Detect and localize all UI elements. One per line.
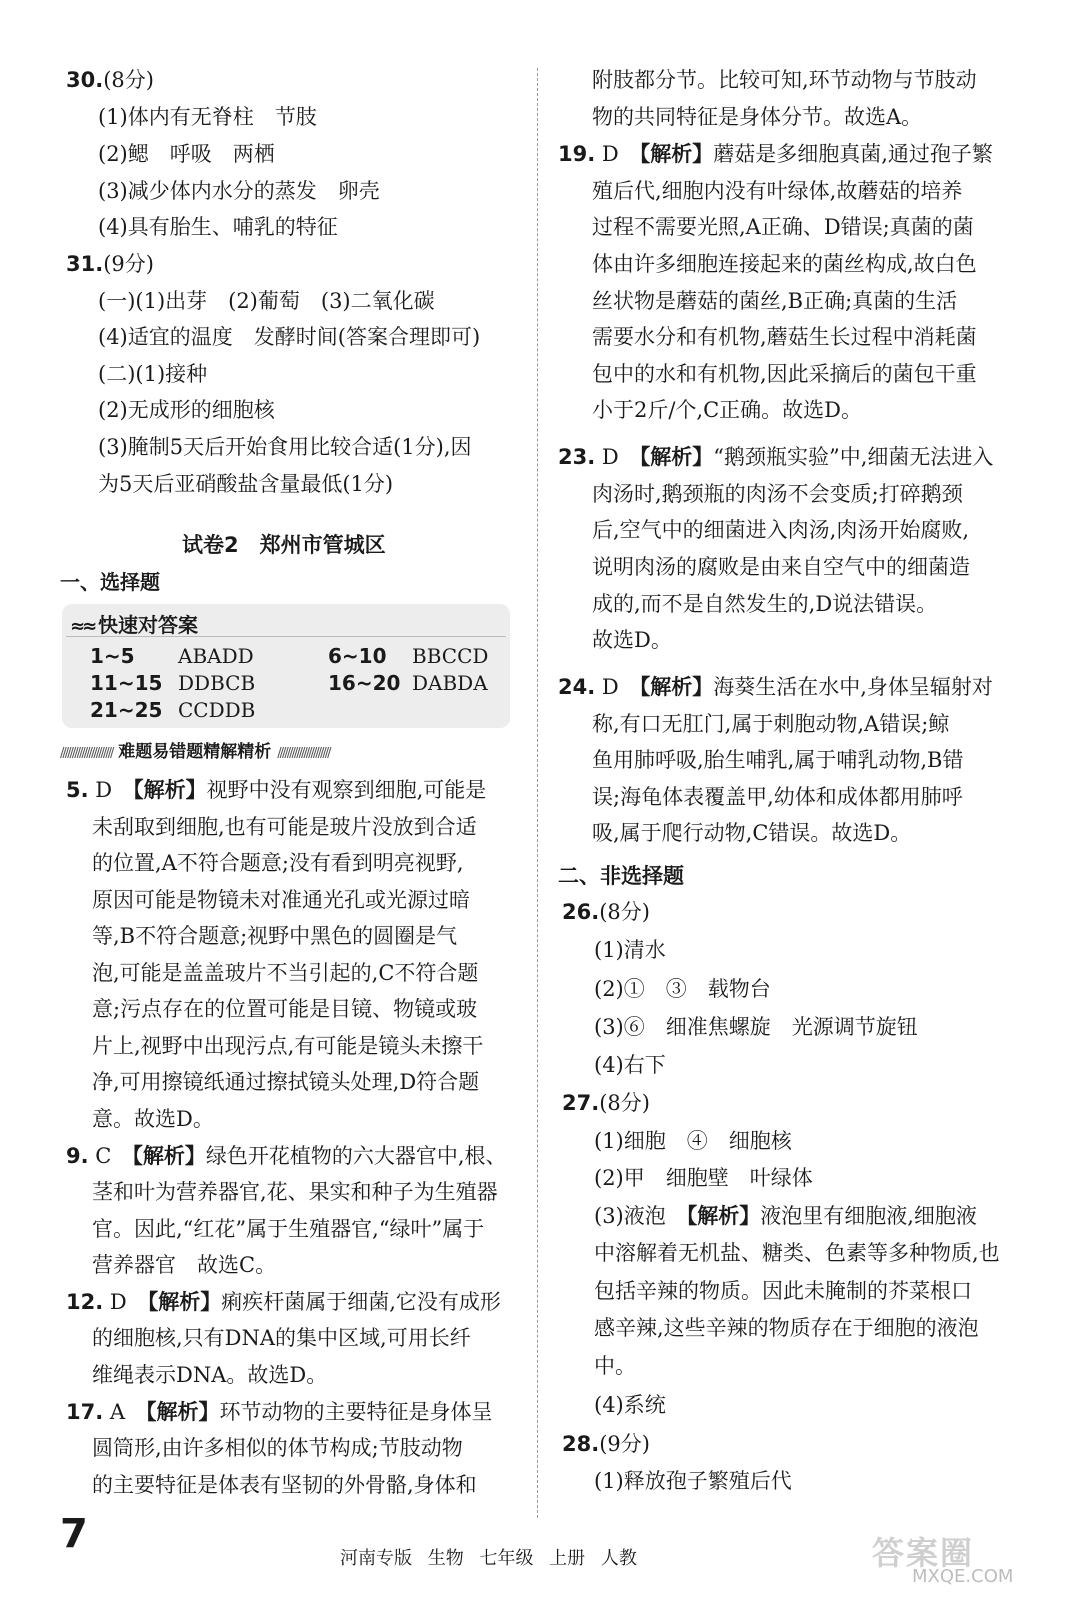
line-text: (2)鳃 呼吸 两栖	[98, 142, 275, 166]
question-number: 27.	[562, 1091, 600, 1115]
analysis-tag: 【解析】	[132, 1144, 206, 1168]
question-number: 9.	[66, 1144, 89, 1168]
line-text: 吸,属于爬行动物,C错误。故选D。	[592, 821, 912, 845]
line-text: 误;海龟体表覆盖甲,幼体和成体都用肺呼	[592, 785, 963, 809]
text-line	[98, 107, 317, 128]
section-heading: 二、非选择题	[558, 864, 684, 888]
watermark-logo	[872, 1528, 1040, 1586]
analysis-tag: 【解析】	[146, 1400, 220, 1424]
line-text: A	[103, 1400, 147, 1424]
line-text: (1)细胞 ④ 细胞核	[594, 1129, 792, 1153]
line-text: (1)体内有无脊柱 节肢	[98, 105, 317, 129]
line-text: 为5天后亚硝酸盐含量最低(1分)	[98, 472, 394, 496]
line-text: 故选D。	[592, 628, 672, 652]
line-text: 营养器官 故选C。	[92, 1253, 277, 1277]
part1-heading: 一、选择题	[60, 570, 160, 594]
question-number: 5.	[66, 778, 89, 802]
text-line	[92, 1036, 483, 1057]
line-text: (4)右下	[594, 1053, 666, 1077]
banner-ornament-left: //////////////////////	[60, 746, 113, 761]
line-text: (2)无成形的细胞核	[98, 398, 275, 422]
line-text: (二)(1)接种	[98, 362, 208, 386]
text-line	[594, 979, 771, 1000]
line-text: 感辛辣,这些辛辣的物质存在于细胞的液泡	[594, 1316, 979, 1340]
text-line	[98, 217, 338, 238]
text-line	[558, 144, 993, 165]
line-text: 丝状物是蘑菇的菌丝,B正确;真菌的生活	[592, 289, 958, 313]
banner-text: 难题易错题精解精析	[118, 742, 272, 762]
text-line	[592, 364, 977, 385]
text-line	[592, 630, 672, 651]
text-line	[92, 999, 477, 1020]
text-line	[592, 823, 911, 844]
text-line	[92, 1072, 479, 1093]
banner-ornament-right: //////////////////////	[277, 746, 330, 761]
watermark-url: MXQE.COM	[912, 1566, 1014, 1587]
text-line	[592, 787, 963, 808]
question-number: 31.	[66, 252, 104, 276]
answer-range: 16~20	[328, 671, 401, 695]
question-number: 23.	[558, 445, 596, 469]
text-line	[92, 1475, 477, 1496]
line-text: 中。	[594, 1354, 636, 1378]
line-text: 包中的水和有机物,因此采摘后的菌包干重	[592, 362, 977, 386]
line-text: (4)具有胎生、哺乳的特征	[98, 215, 338, 239]
text-line	[92, 963, 478, 984]
line-text: 茎和叶为营养器官,花、果实和种子为生殖器	[92, 1180, 498, 1204]
line-text: 体由许多细胞连接起来的菌丝构成,故白色	[592, 252, 977, 276]
line-text: (9分)	[599, 1432, 650, 1456]
text-line	[92, 1182, 498, 1203]
text-line	[592, 217, 974, 238]
text-line	[66, 1146, 507, 1167]
text-line	[592, 484, 963, 505]
text-line	[98, 400, 275, 421]
line-text: (一)(1)出芽 (2)葡萄 (3)二氧化碳	[98, 289, 435, 313]
question-number: 30.	[66, 68, 104, 92]
question-number: 28.	[562, 1432, 600, 1456]
line-text: 物的共同特征是身体分节。故选A。	[592, 105, 923, 129]
line-text: D	[595, 675, 640, 699]
line-text: 未刮取到细胞,也有可能是玻片没放到合适	[92, 815, 477, 839]
text-line	[66, 1292, 501, 1313]
text-line	[92, 817, 477, 838]
line-text: 说明肉汤的腐败是由来自空气中的细菌造	[592, 555, 970, 579]
answer-range: 6~10	[328, 644, 387, 668]
text-line	[594, 1206, 977, 1227]
line-text: 痢疾杆菌属于细菌,它没有成形	[221, 1290, 501, 1314]
line-text: (2)① ③ 载物台	[594, 977, 771, 1001]
text-line	[66, 254, 154, 275]
text-line	[92, 1109, 214, 1130]
line-text: 液泡里有细胞液,细胞液	[760, 1204, 977, 1228]
answer-box-title	[70, 609, 198, 638]
text-line	[562, 902, 650, 923]
line-text: 片上,视野中出现污点,有可能是镜头未擦干	[92, 1034, 484, 1058]
question-number: 19.	[558, 142, 596, 166]
line-text: (9分)	[103, 252, 154, 276]
answer-keys: BBCCD	[412, 644, 489, 668]
text-line	[594, 1168, 813, 1189]
line-text: 成的,而不是自然发生的,D说法错误。	[592, 592, 938, 616]
question-number: 24.	[558, 675, 596, 699]
text-line	[594, 1281, 972, 1302]
line-text: 海葵生活在水中,身体呈辐射对	[713, 675, 993, 699]
text-line	[98, 181, 380, 202]
answer-keys: DDBCB	[178, 671, 256, 695]
question-number: 12.	[66, 1290, 104, 1314]
line-text: 附肢都分节。比较可知,环节动物与节肢动	[592, 68, 977, 92]
text-line	[594, 1356, 636, 1377]
text-line	[92, 1438, 463, 1459]
text-line	[592, 70, 977, 91]
line-text: 维绳表示DNA。故选D。	[92, 1363, 328, 1387]
line-text: 包括辛辣的物质。因此未腌制的芥菜根口	[594, 1279, 972, 1303]
line-text: (3)腌制5天后开始食用比较合适(1分),因	[98, 435, 472, 459]
answer-keys: CCDDB	[178, 698, 256, 722]
text-line	[592, 594, 937, 615]
text-line	[592, 400, 862, 421]
text-line	[592, 181, 962, 202]
text-line	[592, 750, 963, 771]
line-text: D	[595, 445, 640, 469]
line-text: 需要水分和有机物,蘑菇生长过程中消耗菌	[592, 325, 977, 349]
text-line	[594, 1017, 918, 1038]
analysis-tag: 【解析】	[639, 142, 714, 166]
text-line	[558, 866, 684, 887]
line-text: 意;污点存在的位置可能是目镜、物镜或玻	[92, 997, 478, 1021]
line-text: (4)适宜的温度 发酵时间(答案合理即可)	[98, 325, 481, 349]
text-line	[98, 291, 435, 312]
text-line	[92, 1328, 471, 1349]
column-divider	[537, 68, 538, 1518]
answer-range: 11~15	[90, 671, 163, 695]
text-line	[594, 1471, 792, 1492]
text-line	[98, 437, 472, 458]
question-number: 17.	[66, 1400, 104, 1424]
text-line	[92, 853, 464, 874]
line-text: (3)⑥ 细准焦螺旋 光源调节旋钮	[594, 1015, 918, 1039]
line-text: 后,空气中的细菌进入肉汤,肉汤开始腐败,	[592, 518, 970, 542]
text-line	[562, 1434, 650, 1455]
text-line	[66, 1402, 493, 1423]
line-text: 环节动物的主要特征是身体呈	[219, 1400, 493, 1424]
answer-box-title-text: 快速对答案	[98, 613, 198, 637]
answer-keys: DABDA	[412, 671, 488, 695]
line-text: 中溶解着无机盐、糖类、色素等多种物质,也	[594, 1241, 1000, 1265]
line-text: D	[595, 142, 640, 166]
answer-range: 21~25	[90, 698, 163, 722]
line-text: 蘑菇是多细胞真菌,通过孢子繁	[713, 142, 993, 166]
text-line	[92, 1219, 484, 1240]
text-line	[592, 291, 957, 312]
text-line	[98, 327, 480, 348]
text-line	[66, 70, 154, 91]
line-text: (8分)	[599, 900, 650, 924]
text-line	[592, 107, 922, 128]
text-line	[594, 940, 666, 961]
line-text: 的主要特征是体表有坚韧的外骨骼,身体和	[92, 1473, 477, 1497]
line-text: 的位置,A不符合题意;没有看到明亮视野,	[92, 851, 464, 875]
text-line	[92, 1365, 327, 1386]
line-text: 视野中没有观察到细胞,可能是	[206, 778, 487, 802]
watermark-text: 答案圈	[872, 1534, 975, 1572]
line-text: 殖后代,细胞内没有叶绿体,故蘑菇的培养	[592, 179, 963, 203]
text-line	[592, 520, 969, 541]
line-text: 原因可能是物镜未对准通光孔或光源过暗	[92, 888, 470, 912]
text-line	[594, 1055, 666, 1076]
line-text: 官。因此,“红花”属于生殖器官,“绿叶”属于	[92, 1217, 485, 1241]
line-text: (2)甲 细胞壁 叶绿体	[594, 1166, 813, 1190]
analysis-tag: 【解析】	[639, 675, 714, 699]
line-text: 等,B不符合题意;视野中黑色的圆圈是气	[92, 924, 458, 948]
line-text: “鹅颈瓶实验”中,细菌无法进入	[713, 445, 994, 469]
line-text: 泡,可能是盖盖玻片不当引起的,C不符合题	[92, 961, 479, 985]
text-line	[92, 1255, 276, 1276]
line-text: 鱼用肺呼吸,胎生哺乳,属于哺乳动物,B错	[592, 748, 964, 772]
section-title: 试卷2 郑州市管城区	[182, 533, 386, 557]
text-line	[92, 890, 470, 911]
text-line	[562, 1093, 650, 1114]
line-text: 称,有口无肛门,属于刺胞动物,A错误;鲸	[592, 712, 950, 736]
text-line	[594, 1131, 792, 1152]
line-text: D	[88, 778, 134, 802]
text-line	[592, 254, 977, 275]
line-text: 绿色开花植物的六大器官中,根、	[205, 1144, 507, 1168]
line-text: C	[88, 1144, 133, 1168]
text-line	[98, 474, 393, 495]
text-line	[92, 926, 457, 947]
footer-text: 河南专版 生物 七年级 上册 人教	[340, 1548, 637, 1569]
answer-box-rule	[66, 636, 506, 637]
text-line	[98, 144, 275, 165]
text-line	[592, 327, 977, 348]
text-line	[592, 714, 949, 735]
line-text: (1)释放孢子繁殖后代	[594, 1469, 792, 1493]
line-text: 圆筒形,由许多相似的体节构成;节肢动物	[92, 1436, 463, 1460]
text-line	[594, 1318, 979, 1339]
text-line	[558, 677, 993, 698]
analysis-tag: 【解析】	[639, 445, 714, 469]
text-line	[594, 1395, 666, 1416]
answer-range: 1~5	[90, 644, 135, 668]
text-line	[98, 364, 207, 385]
analysis-banner	[60, 744, 330, 761]
text-line	[594, 1243, 1000, 1264]
question-number: 26.	[562, 900, 600, 924]
page-number: 7	[60, 1511, 88, 1557]
analysis-tag: 【解析】	[147, 1290, 222, 1314]
text-line	[592, 557, 970, 578]
line-text: 小于2斤/个,C正确。故选D。	[592, 398, 863, 422]
wave-lines-icon: ≈≈	[70, 616, 95, 637]
line-text: 净,可用擦镜纸通过擦拭镜头处理,D符合题	[92, 1070, 480, 1094]
line-text: (3)液泡	[594, 1204, 687, 1228]
line-text: (8分)	[599, 1091, 650, 1115]
text-line	[558, 447, 993, 468]
line-text: 的细胞核,只有DNA的集中区域,可用长纤	[92, 1326, 471, 1350]
line-text: 肉汤时,鹅颈瓶的肉汤不会变质;打碎鹅颈	[592, 482, 963, 506]
line-text: (3)减少体内水分的蒸发 卵壳	[98, 179, 380, 203]
line-text: (8分)	[103, 68, 154, 92]
text-line	[66, 780, 486, 801]
line-text: D	[103, 1290, 148, 1314]
line-text: (1)清水	[594, 938, 666, 962]
line-text: 过程不需要光照,A正确、D错误;真菌的菌	[592, 215, 974, 239]
analysis-tag: 【解析】	[686, 1204, 761, 1228]
line-text: 意。故选D。	[92, 1107, 214, 1131]
analysis-tag: 【解析】	[133, 778, 207, 802]
line-text: (4)系统	[594, 1393, 666, 1417]
answer-keys: ABADD	[178, 644, 254, 668]
